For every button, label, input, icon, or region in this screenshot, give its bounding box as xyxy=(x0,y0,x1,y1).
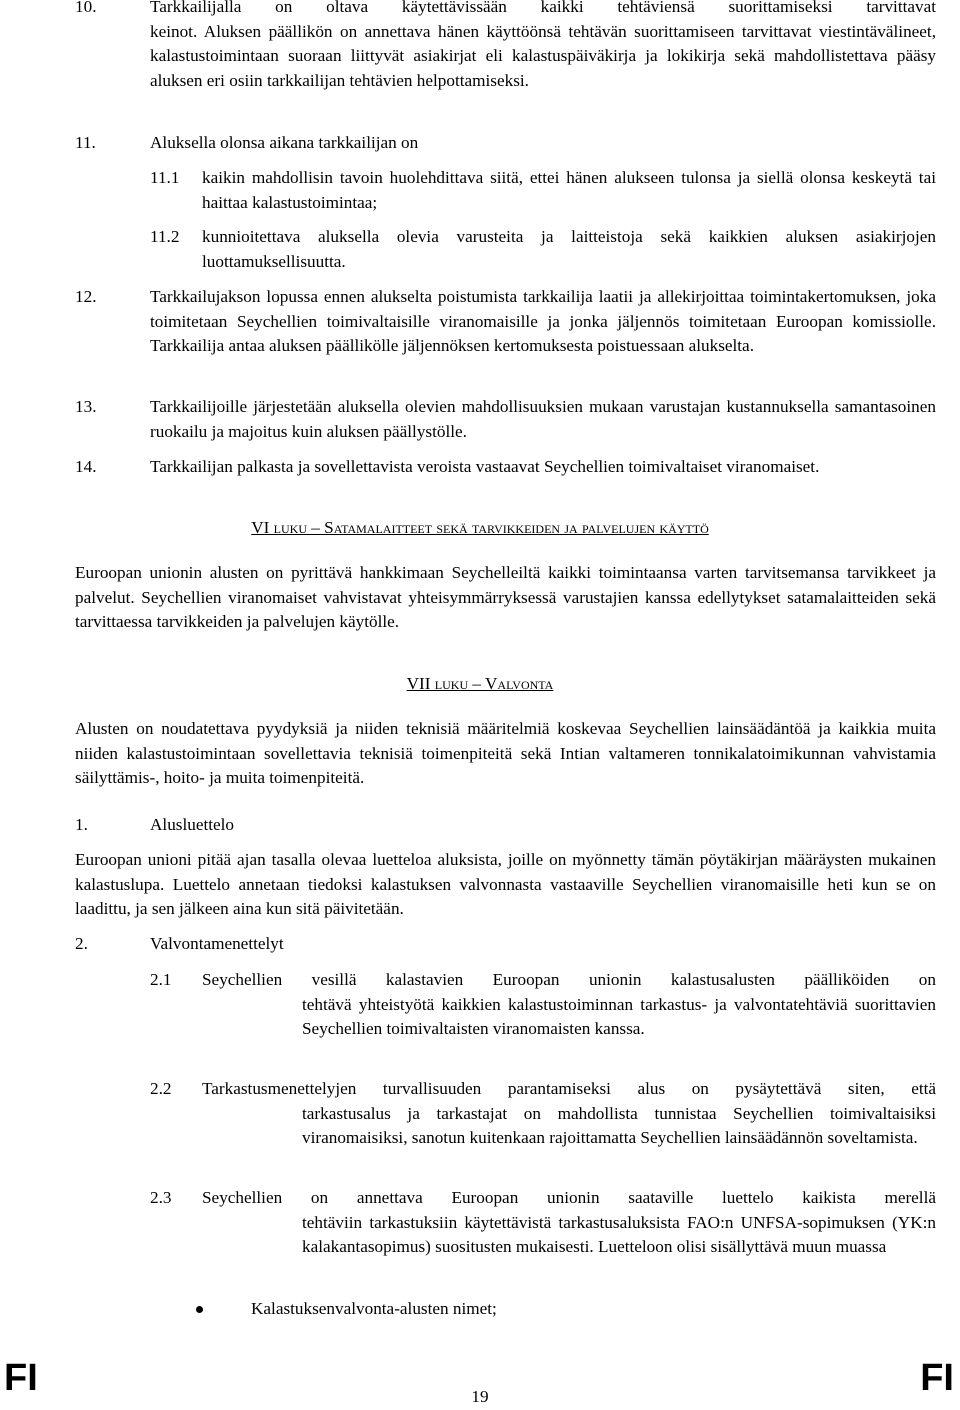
sub-item-text: tehtäviin tarkastuksiin käytettävistä tarkastusaluksista FAO:n UNFSA-sopimuksen (YK:n kalakantasopimus) suositusten mukaisesti. Luetteloon olisi sisällyttävä muun muassa xyxy=(302,1212,936,1256)
item-11-1 xyxy=(0,166,960,215)
bullet-text: Kalastuksenvalvonta-alusten nimet; xyxy=(251,1299,497,1318)
item-14 xyxy=(0,455,960,480)
section-title: Alusluettelo xyxy=(150,815,235,834)
item-text: Tarkkailijoille järjestetään aluksella olevien mahdollisuuksien mukaan varustajan kustannuksella samantasoinen ruokailu ja majoitus kuin aluksen päällystölle. xyxy=(150,397,936,441)
sub-item-number: 11.1 xyxy=(150,168,180,187)
footer-language-right: FI xyxy=(920,1357,954,1399)
sub-item-first-line: Tarkastusmenettelyjen turvallisuuden parantamiseksi alus on pysäytettävä siten, että xyxy=(202,1079,936,1098)
item-11-2 xyxy=(0,225,960,274)
chapter-7-text: Alusten on noudatettava pyydyksiä ja niiden teknisiä määritelmiä koskevaa Seychellien lainsäädäntöä ja kaikkia muita niiden kalastustoimintaan sovellettavia teknisiä toimenpiteitä sekä Intian valtameren tonnikalatoimikunnan vahvistamia säilyttämis-, hoito- ja muita toimenpiteitä. xyxy=(75,719,936,787)
item-number: 12. xyxy=(75,287,97,306)
chapter-6-heading: VI luku – Satamalaitteet sekä tarvikkeiden ja palvelujen käyttö xyxy=(251,518,709,537)
item-text: Tarkkailijan palkasta ja sovellettavista veroista vastaavat Seychellien toimivaltaiset viranomaiset. xyxy=(150,457,820,476)
item-number: 13. xyxy=(75,397,97,416)
page-number: 19 xyxy=(471,1387,489,1406)
chapter-7-heading: VII luku – Valvonta xyxy=(406,674,554,693)
item-text-continued: keinot. Aluksen päällikön on annettava hänen käyttöönsä tehtävän suorittamiseen tarvittavat viestintävälineet, kalastustoimintaan suoraan liittyvät asiakirjat eli kalastuspäiväkirja ja lokikirja sekä mahdollistettava pääsy aluksen eri osiin tarkkailijan tehtävien helpottamiseksi. xyxy=(150,21,936,90)
footer-language-left: FI xyxy=(4,1357,38,1399)
item-text: Aluksella olonsa aikana tarkkailijan on xyxy=(150,133,419,152)
sub-item-first-line: Seychellien on annettava Euroopan unionin saataville luettelo kaikista merellä xyxy=(202,1188,936,1207)
item-number: 11. xyxy=(75,133,96,152)
item-text: Tarkkailijalla on oltava käytettävissään kaikki tehtäviensä suorittamiseksi tarvittavat xyxy=(150,0,936,16)
section-title: Valvontamenettelyt xyxy=(150,934,284,953)
sub-item-number: 11.2 xyxy=(150,227,180,246)
section-number: 1. xyxy=(75,815,88,834)
bullet-icon xyxy=(196,1306,203,1313)
sub-item-number: 2.1 xyxy=(150,970,172,989)
item-text: Tarkkailujakson lopussa ennen alukselta poistumista tarkkailija laatii ja allekirjoittaa toimintakertomuksen, joka toimitetaan Seychellien toimivaltaisille viranomaisille ja jonka jäljennös toimitetaan Euroopan komissiolle. Tarkkailija antaa aluksen päällikölle jäljennöksen kertomuksesta poistuessaan alukselta. xyxy=(150,287,936,355)
sub-item-text: kaikin mahdollisin tavoin huolehdittava siitä, ettei hänen alukseen tulonsa ja siellä olonsa keskeytä tai haittaa kalastustoimintaa; xyxy=(202,168,936,212)
sub-item-text: kunnioitettava aluksella olevia varusteita ja laitteistoja sekä kaikkien aluksen asiakirjojen luottamuksellisuutta. xyxy=(202,227,936,271)
bullet-item xyxy=(0,1297,960,1322)
item-13 xyxy=(0,395,960,444)
section-number: 2. xyxy=(75,934,88,953)
sub-item-first-line: Seychellien vesillä kalastavien Euroopan unionin kalastusalusten päälliköiden on xyxy=(202,970,936,989)
item-11 xyxy=(0,131,960,156)
item-12 xyxy=(0,285,960,359)
sub-item-number: 2.3 xyxy=(150,1188,172,1207)
chapter-6-text: Euroopan unionin alusten on pyrittävä hankkimaan Seychelleiltä kaikki toimintaansa varten tarvitsemansa tarvikkeet ja palvelut. Seychellien viranomaiset vahvistavat yhteisymmärryksessä varustajien kanssa edellytykset satamalaitteiden sekä tarvittaessa tarvikkeiden ja palvelujen käytölle. xyxy=(75,563,936,631)
sub-item-text: tehtävä yhteistyötä kaikkien kalastustoiminnan tarkastus- ja valvontatehtäviä suorittavien Seychellien toimivaltaisten viranomaisten kanssa. xyxy=(302,994,936,1038)
sub-item-number: 2.2 xyxy=(150,1079,172,1098)
sub-item-text: tarkastusalus ja tarkastajat on mahdollista tunnistaa Seychellien toimivaltaisiksi viranomaisiksi, sanotun kuitenkaan rajoittamatta Seychellien lainsäädännön soveltamista. xyxy=(302,1103,936,1147)
section-1-text: Euroopan unioni pitää ajan tasalla olevaa luetteloa aluksista, joille on myönnetty tämän pöytäkirjan määräysten mukainen kalastuslupa. Luettelo annetaan tiedoksi kalastuksen valvonnasta vastaaville Seychellien viranomaisille heti kun se on laadittu, ja sen jälkeen aina kun sitä päivitetään. xyxy=(75,850,936,918)
item-10 xyxy=(0,0,960,93)
item-number: 10. xyxy=(75,0,97,16)
item-number: 14. xyxy=(75,457,97,476)
